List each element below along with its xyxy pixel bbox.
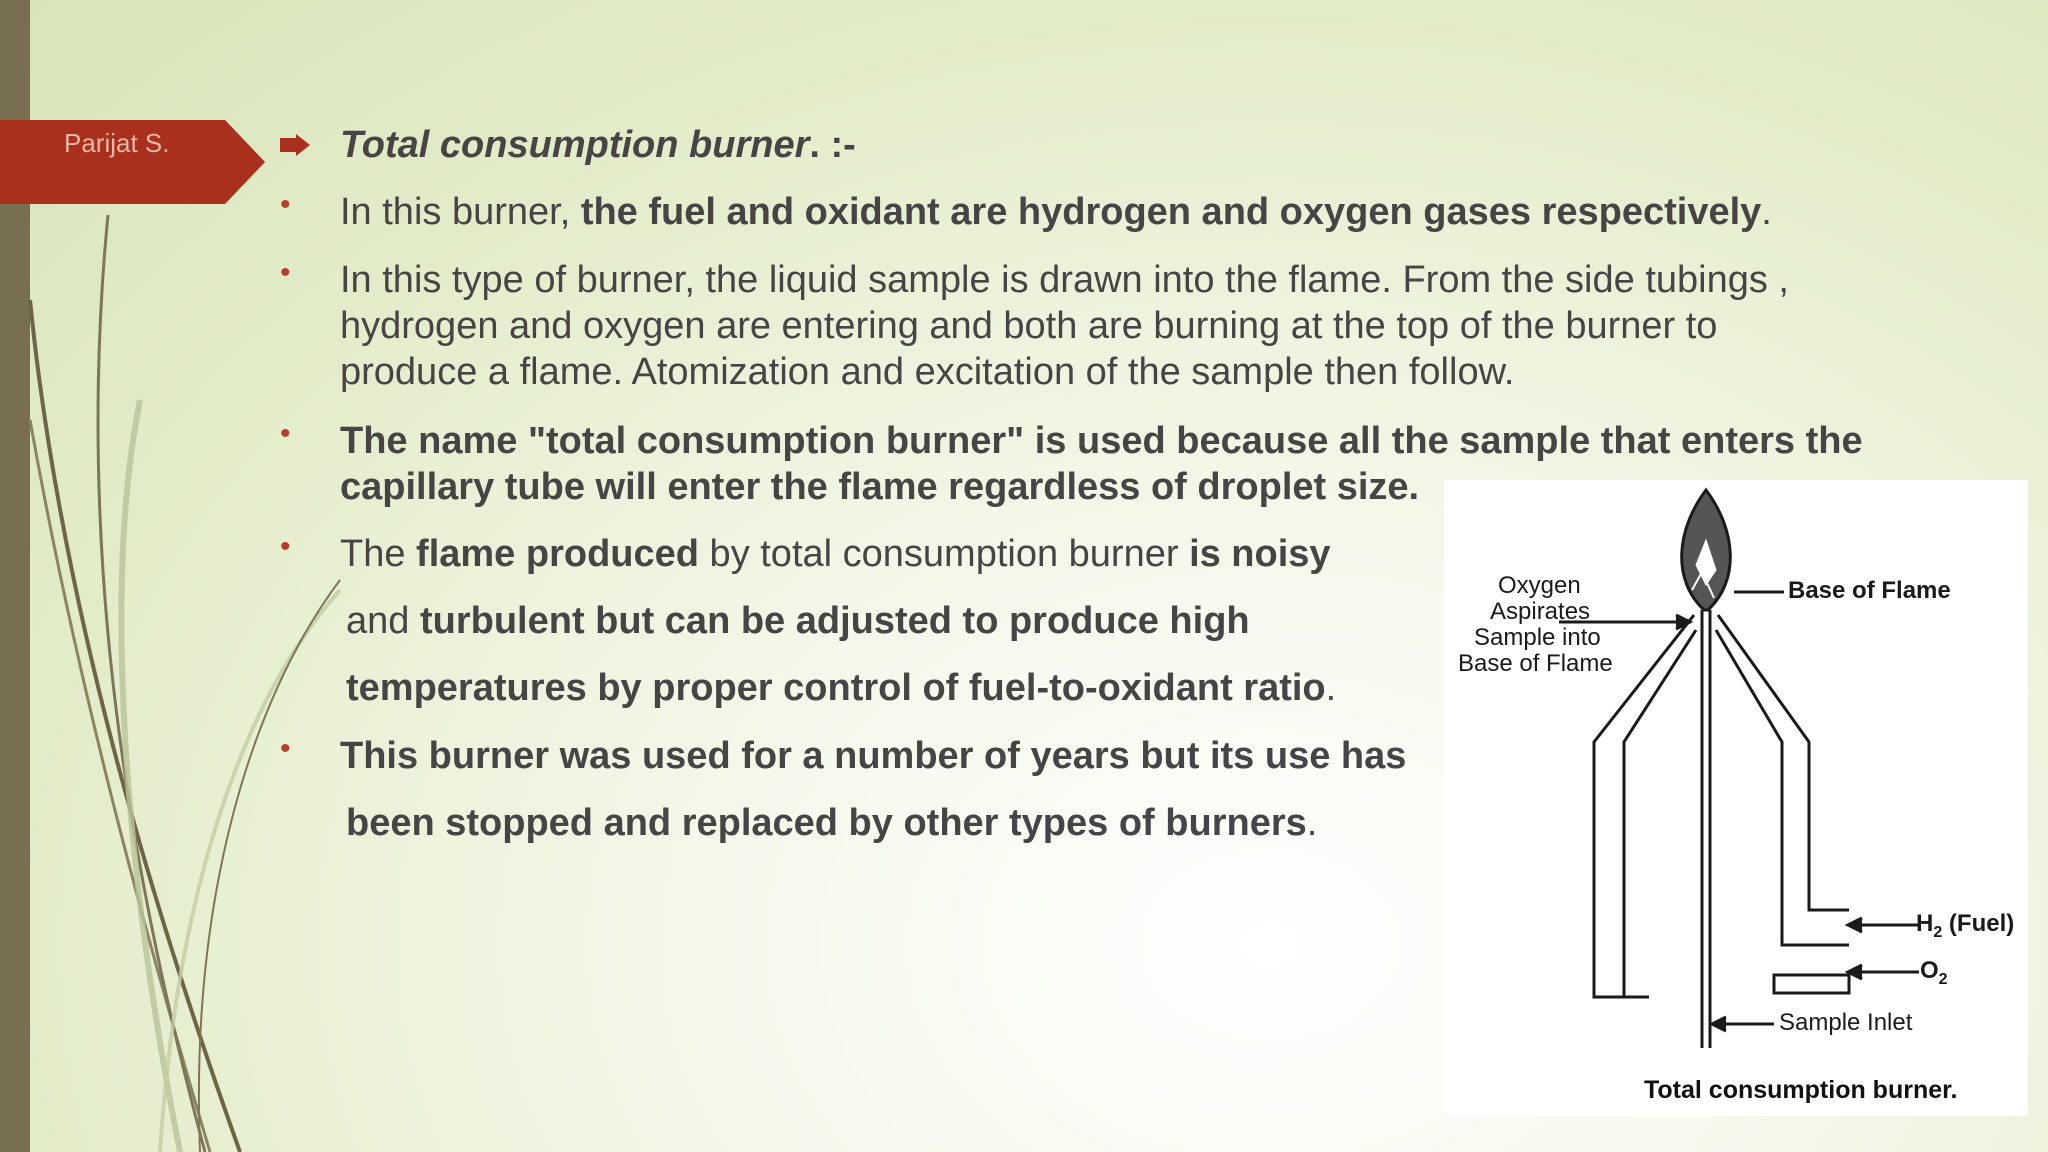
bullet-2-line-2: hydrogen and oxygen are entering and both are burning at the top of the burner to [340,305,1718,347]
bullet-5-line-1: This burner was used for a number of years but its use has [340,735,1407,777]
oxidant-label: $O_2$ [1920,957,1948,988]
oxygen-label-4: Base of Flame [1458,650,1613,677]
bullet-dot: • [280,530,291,563]
bullet-3-line-1: The name "total consumption burner" is used because all the sample that enters the [340,420,1863,462]
bullet-dot: • [280,732,291,765]
bullet-2-line-1: In this type of burner, the liquid sample is drawn into the flame. From the side tubings , [340,259,1789,301]
figure-caption: Total consumption burner. [1644,1076,1958,1104]
bullet-dot: • [280,417,291,450]
bullet-dot: • [280,188,291,221]
oxygen-label-2: Aspirates [1490,598,1591,625]
oxygen-label-3: Sample into [1474,624,1601,651]
bullet-dot: • [280,256,291,289]
sample-inlet-label: Sample Inlet [1779,1009,1913,1036]
fuel-label: $H_2$ (Fuel) [1916,910,2015,941]
bullet-4-line-2: and turbulent but can be adjusted to produce high [346,600,1250,642]
oxygen-label-1: Oxygen [1498,572,1581,599]
bullet-4-line-1: The flame produced by total consumption burner is noisy [340,533,1331,575]
arrow-bullet-icon [280,134,310,156]
burner-diagram [1444,480,2028,1116]
author-label: Parijat S. [64,128,170,158]
bullet-1-text: In this burner, the fuel and oxidant are hydrogen and oxygen gases respectively. [340,191,1772,233]
base-of-flame-label: Base of Flame [1788,577,1951,604]
slide-heading: Total consumption burner. :- [340,124,856,166]
bullet-2-line-3: produce a flame. Atomization and excitation of the sample then follow. [340,351,1515,393]
bullet-5-line-2: been stopped and replaced by other types of burners. [346,802,1318,844]
bullet-4-line-3: temperatures by proper control of fuel-to-oxidant ratio. [346,667,1337,709]
bullet-3-line-2: capillary tube will enter the flame regardless of droplet size. [340,466,1420,508]
